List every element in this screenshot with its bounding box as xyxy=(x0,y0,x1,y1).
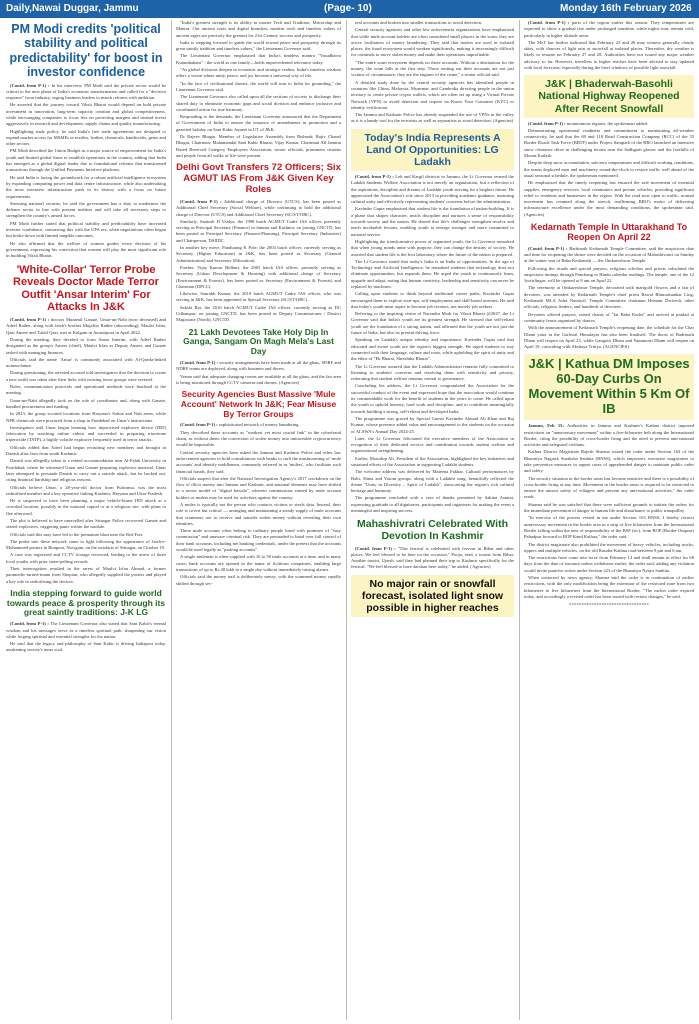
paragraph-text: He emphasised that the timely reopening has ensured the safe movement of essential supplies, emergency services, local commuters and private vehicles, providing significant relief to residents and businesses in the region. With the road now open to traffic, normal movement has resumed along the stretch, reaffirming BRO's motto of delivering infrastructure excellence under the most demanding conditions, the spokesman said. (Agencies) xyxy=(524,180,694,217)
article-paragraph xyxy=(524,128,694,159)
article-paragraph xyxy=(176,53,341,66)
paragraph-text: With the announcement of Kedarnath Temple's reopening date, the schedule for the Char Dham yatra in the Garhwal Himalayas has also been finalised. The doors of Badrinath Dham will reopen on April 23, while Gangotri Dham and Yamunotri Dham will reopen on April 19, coinciding with Akshaya Tritiya. (AGENCIES) xyxy=(524,325,694,350)
article-headline: Delhi Govt Transfers 72 Officers; Six AGMUT IAS From J&K Given Key Roles xyxy=(176,162,341,196)
paragraph-text: PM Modi described the Union Budget as a major source of empowerment for India's youth and limited global firms to establish operations in the country, adding that India has emerged as a global digital leader due to foundational reforms that transformed transactions through the Unified Payments Interface platform. xyxy=(6,148,166,173)
paragraph-text: Devotees offered prayers, raised chants of "Jai Baba Kedar" and arrived at pradad at community feasts organised by donors. xyxy=(524,311,694,323)
article-paragraph xyxy=(6,241,166,260)
article-paragraph xyxy=(351,27,514,58)
paragraph-text: The restrictions have come into force from February 14 and shall remain in effect for 60 days from the date of issuance unless withdrawn earlier, the order said, adding any violation would invite punitive action under Section 223 of the Bharatiya Nyaya Sanhita. xyxy=(524,555,694,573)
paragraph-text: Later, the Lt Governor felicitated the executive members of the Association in recognition of their dedicated service and contribution towards student welfare and organisational strengthening. xyxy=(351,435,514,454)
article-paragraph xyxy=(524,542,694,555)
article-paragraph xyxy=(351,383,514,414)
paragraph-text: A mules is typically not the person who contacts victims or steals data. Instead, their role is covert but critical — arranging and maintaining a steady supply of mule accounts that scammers use to receive and transfer stolen money without revealing their own identities. xyxy=(176,501,341,526)
paragraph-text: The Lt Governor assured that the Ladakh Administration remains fully committed to listening to students' concerns and resolving them with sensitivity and priority, reiterating that student welfare remains central to governance. xyxy=(351,363,514,382)
paragraph-text: sophisticated network of money laundering. xyxy=(218,422,300,428)
article-body xyxy=(351,546,514,571)
article-paragraph xyxy=(351,20,514,26)
article-paragraph xyxy=(6,498,166,517)
article-paragraph xyxy=(176,245,341,264)
article-paragraph xyxy=(176,199,341,218)
article-paragraph xyxy=(6,398,166,411)
paragraph-text: The welcome address was delivered by Mateena Fakhar. Cultural performances by Balti, Shina and Yasom groups, along with a Ladakhi song, beautifully reflected the theme "Unity in Diversity – Spirit of Ladakh", showcasing the region's rich cultural heritage and harmony. xyxy=(351,469,514,494)
article-paragraph xyxy=(524,555,694,574)
article-headline: J&K | Kathua DM Imposes 60-Day Curbs On Movement Within 5 Km Of IB xyxy=(524,354,694,420)
article-paragraph xyxy=(176,554,341,573)
column-1 xyxy=(6,20,166,655)
article-paragraph xyxy=(351,416,514,435)
article-paragraph xyxy=(524,515,694,540)
paragraph-text: The Lieutenant Governor also called upon all the sections of society to discharge their shared duty to eliminate economic gaps and social division and embrace inclusive and coordinated action for true harmony. xyxy=(176,94,341,112)
article-paragraph xyxy=(6,539,166,552)
dateline: (Contd. from P-1) : xyxy=(528,245,568,251)
paragraph-text: Following the rituals and special prayers, religious scholars and priests calculated the auspicious timings through Panchang or Hindu calendar readings. The temple, one of the 12 Jyotirlingas, will be opened at 8 am on April 22. xyxy=(524,265,694,284)
article-paragraph xyxy=(351,206,514,237)
dateline: (Contd. from P-1) : xyxy=(10,317,50,323)
article-paragraph xyxy=(6,566,166,585)
paragraph-text: Highlighting trade policy, he said India's free trade agreements are designed to expand market access for MSMEs in textiles, leather, chemicals, handicrafts, gems and other sectors. xyxy=(6,128,166,147)
article-paragraph xyxy=(351,456,514,469)
paragraph-text: The Jammu and Kashmir Police has already suspended the use of VPNs in the valley as it is a handy tool for the terrorists as well as separatists to avoid detection. (Agencies) xyxy=(351,112,514,124)
article-body xyxy=(524,423,694,600)
paragraph-text: He said India is laying the groundwork for a robust artificial intelligence ecosystem by expanding computing power and data centre infrastructure, while also undertaking the most extensive infrastructure push in its history with a focus on future requirements. xyxy=(6,174,166,199)
article-paragraph xyxy=(176,40,341,53)
section-divider: xxxxxxxxxxxxxxxxxxxxxxxxxxxxxxxx xyxy=(569,601,649,607)
paragraph-text: In 2023, the group scouted locations from Haryana's Sohna and Nuh areas, while NPK chemicals were procured from a shop in Faridabad on Umar's instructions. xyxy=(6,411,166,423)
paragraph-text: PM Modi further stated that political stability and predictability have increased investor confidence, contrasting this with the UPA era, when negotiations often began but broke down with limited tangible outcomes. xyxy=(6,220,166,239)
article-body xyxy=(524,246,694,351)
article-paragraph xyxy=(524,449,694,474)
paragraph-text: The programme concluded with a vote of thanks presented by Sakina Asmiat, expressing gratitude to all dignitaries, participants and organisers for making the event a meaningful and inspiring success. xyxy=(351,495,514,514)
article-paragraph xyxy=(524,312,694,325)
column-2 xyxy=(176,20,341,588)
article-headline: PM Modi credits 'political stability and political predictability' for boost in investor confidence xyxy=(9,22,163,80)
paragraph-text: doctors Muzamil Ganaie, Umar-un-Nabi (now deceased) and Adeel Rather, along with Jaish's brother Mujaffar Rather (absconding), Maulvi Irfan, Qazi Ameer and Tufail Qazi, met at Kulgam in Awantipora in April 2022. xyxy=(6,317,166,335)
paragraph-text: The security situation in the border areas has become sensitive and there is a possibility of cross-border firing at any time. Movement in the border areas is required to be restricted to ensure the utmost safety of villagers and prevent any anti-national activities," the order reads. xyxy=(524,475,694,500)
article-paragraph xyxy=(176,81,341,94)
article-paragraph xyxy=(6,425,166,444)
article-body xyxy=(6,83,166,260)
article-paragraph xyxy=(176,430,341,449)
paragraph-text: Badrinath Kedarnath Temple Committee, said the auspicious date and time for reopening the shrine were decided on the occasion of Mahashivratri on Sunday at the winter seat of Baba Kedarnath — the Omkareshwar Temple. xyxy=(524,245,695,264)
paragraph-text: Similarly, Santosh D Vaidya, the 1998 batch AGMUT Cadre IAS officer, presently serving as Principal Secretary (Finance) in Jammu and Kashmir, on joining GNCTD, has been posted as Principal Secretary (Finance/Planning), Principal Secretary (Industries) and Chairperson, DSIIDC. xyxy=(176,218,341,243)
article-paragraph xyxy=(176,374,341,387)
article-paragraph xyxy=(6,552,166,565)
article-body xyxy=(351,20,514,125)
dateline: (Contd. from P-1) : xyxy=(180,359,219,365)
paragraph-text: "The entire scam ecosystem depends on these accounts. Without a destination for the money, the scam falls at the first step. Those renting out their accounts are not just victims of circumstance; they are the engines of the crime," a senior official said. xyxy=(351,59,514,78)
paragraph-text: They described these accounts as "weakest yet most crucial link" in the cyberfraud chain, as without them, the conversion of stolen money into untraceable cryptocurrency would be impossible. xyxy=(176,429,341,448)
paragraph-text: During the meeting, they decided to form Ansar Interim, with Adeel Rather designated as the group's Ameer (chief), Maulvi Irfan as Deputy Ameer, and Ganaie tasked with managing finances. xyxy=(6,336,166,355)
article-paragraph xyxy=(6,102,166,127)
article-paragraph xyxy=(6,485,166,498)
article-body xyxy=(6,317,166,585)
article-paragraph xyxy=(524,325,694,350)
article-paragraph xyxy=(351,337,514,362)
article-paragraph xyxy=(524,160,694,179)
article-paragraph xyxy=(351,80,514,111)
column-3 xyxy=(351,20,514,620)
paragraph-text: A detailed study done by the central security agencies has identified people in countries like China, Malaysia, Myanmar, and Cambodia directing people in the union territory to create private crypto wallets, which are often set up using a Virtual Private Network (VPN) to avoid detection and require no Know Your Customer (KYC) or identity verification. xyxy=(351,79,514,110)
article-headline: Today's India Represents A Land Of Opportunities: LG Ladakh xyxy=(351,129,514,171)
paragraph-text: During questioning, the arrested accused told investigators that the decision to create a new outfit was taken after their links with existing terror groups were severed. xyxy=(6,370,166,382)
article-paragraph xyxy=(6,175,166,200)
paragraph-text: Despite deep snow accumulation, sub-zero temperatures and difficult working conditions, the teams deployed men and machinery round-the-clock to restore traffic well ahead of the usual seasonal schedule, the spokesman mentioned. xyxy=(524,160,694,178)
article-paragraph xyxy=(351,311,514,336)
paragraph-text: The plot is believed to have unravelled after Srinagar Police recovered Ganaie and seized explosives, triggering panic within the module. xyxy=(6,517,166,530)
article-body xyxy=(176,422,341,586)
article-paragraph xyxy=(6,83,166,102)
paragraph-text: The Lt Governor stated that today's India is an India of opportunities. In the age of Technology and Artificial Intelligence, he remarked students that technology does not eliminate opportunities, but expands them. He urged the youth to continuously learn, upgrade and adapt, noting that human creativity, leadership and sensitivity can never be replaced by machines. xyxy=(351,258,514,289)
article-paragraph xyxy=(176,305,341,324)
article-paragraph xyxy=(176,219,341,244)
paragraph-text: Dr Rajeev Bhagat, Member of Legislative Assembly from Bishnah; Rajiv Chanal Bhagat, Chairman; Mahamandal Sant Kabir Bharat; Vijay Kumar, Chairman All Jammu Based Reserved Category Employees Association, senior officials, prominent citizens and people from all walks of life were present. xyxy=(176,134,341,158)
article-headline: India stepping forward to guide world towards peace & prosperity through its great saintly traditions: J-K LG xyxy=(6,587,166,618)
article-body xyxy=(524,121,694,218)
paragraph-text: Speaking on Ladakh's unique identity and importance, Kavinder Gupta said that educated and aware youth are the region's biggest strength. He urged students to stay connected with their language, culture and roots, while upholding the spirit of unity and the ethos of "Ek Bharat, Shreshtha Bharat". xyxy=(351,337,514,362)
paragraph-text: Likewise, Saurabh Kumar, the 2010 batch AGMUT Cadre IAS officer, who was serving in J&K, has been appointed as Special Secretary (SC/ST/OBC). xyxy=(176,291,341,303)
article-headline: No major rain or snowfall forecast, isolated light snow possible in higher reaches xyxy=(351,575,514,617)
article-paragraph xyxy=(6,337,166,356)
dateline: (Contd. from P-1) : xyxy=(528,20,570,25)
article-paragraph xyxy=(176,265,341,290)
paragraph-text: mountainous regions, the spokesman added. xyxy=(566,120,648,126)
article-paragraph xyxy=(524,575,694,600)
article-paragraph xyxy=(524,180,694,218)
article-paragraph xyxy=(6,621,166,640)
paragraph-text: eral accounts and broken into smaller transactions to avoid detection. xyxy=(355,20,483,25)
article-paragraph xyxy=(6,357,166,370)
article-paragraph xyxy=(6,384,166,397)
article-paragraph xyxy=(351,112,514,125)
article-paragraph xyxy=(524,40,694,71)
article-paragraph xyxy=(524,502,694,515)
paragraph-text: Sakshi Rai, the 2016 batch AGMUT Cadre IAS officer, currently serving as DC Udhampur, on joining GNCTD, has been posted as Deputy Commissioner / District Magistrate (North), GNCTD. xyxy=(176,304,341,323)
article-body xyxy=(176,360,341,386)
article-paragraph xyxy=(6,221,166,240)
article-paragraph xyxy=(351,495,514,514)
issue-date: Monday 16th February 2026 xyxy=(560,3,692,14)
paragraph-text: Sharma said he was satisfied that there were sufficient grounds to initiate the orders for the immediate prevention of danger to human life and disturbance to public tranquillity. xyxy=(524,501,694,514)
paragraph-text: Kathua District Magistrate Rajesh Sharma issued the order under Section 163 of the Bharatiya Nagarik Suraksha Sanhita (BNSS), which empowers executive magistrates to take preventive measures in urgent cases of apprehended danger to maintain public order and safety. xyxy=(524,449,694,474)
article-paragraph xyxy=(351,174,514,205)
article-paragraph xyxy=(176,360,341,373)
paragraph-text: Kavinder Gupta emphasised that student life is the foundation of nation-building. It is a phase that shapes character, instils discipline and nurtures a sense of responsibility towards society and the nation. He shared that life's challenges strengthen resolve and teach invaluable lessons, enabling youth to emerge stronger and more committed to national service. xyxy=(351,206,514,237)
article-paragraph xyxy=(6,641,166,654)
article-body xyxy=(176,20,341,159)
column-rule xyxy=(346,20,347,1020)
column-4 xyxy=(524,20,694,606)
article-paragraph xyxy=(176,574,341,587)
paragraph-text: "In exercise of the powers vested in me under Section 163 BNSS, I hereby restrict unnecessary movement in the border area in a strip of five kilometres from the International Border falling within the area of responsibility of the BSF (sic), from BOP (Border Outpost) Pahadpur forward to BOP Kand Kathua," the order said. xyxy=(524,515,694,540)
article-paragraph xyxy=(176,67,341,80)
dateline: (Contd. from P-1) : xyxy=(180,199,222,204)
paragraph-text: Officials suspect that after the National Investigation Agency's 2017 crackdown on the flow of illicit money into Jammu and Kashmir, anti-national elements may have shifted to a newer model of "digital hawala", wherein commissions earned by mule account holders or mulers may be used for activities against the country. xyxy=(176,475,341,500)
article-headline: Mahashivratri Celebrated With Devotion In Kashmir xyxy=(356,518,509,543)
article-paragraph xyxy=(6,201,166,220)
paragraph-text: Leh and Kargil districts in Jammu, the Lt Governor termed the Ladakh Students Welfare Association is not merely an organisation, but a reflection of the aspirations, discipline and dreams of Ladakhi youth striving for a brighter future. He appreciated the Association's role since 2013 in providing academic guidance, nurturing cultural unity and effectively representing students' concerns before the administration. xyxy=(351,173,514,205)
paragraph-text: "This festival is celebrated with fervour in Bihar and other places. We feel blessed to be here on the occasion," Pooja, read, a tourist from Bihar. Another tourist, Upesh, said they had planned their trip to Kashmir specifically for the festival. "We feel blessed to have darshan here today," he added. (Agencies) xyxy=(351,545,514,570)
paragraph-text: The Lieutenant Governor emphasised that India's timeless mantra "Vasudhaiva Kutumbakam" - the world as one family—holds unprecedented relevance today. xyxy=(176,53,341,65)
article-paragraph xyxy=(176,528,341,553)
article-paragraph xyxy=(6,370,166,383)
paragraph-text: Central security agencies have asked the Jammu and Kashmir Police and other law enforcement agencies to hold consultations with banks to curb the mushrooming of 'mule accounts' and identify middlemen, commonly referred to as 'mulers', who facilitate such financial frauds, they said. xyxy=(176,449,341,474)
article-paragraph xyxy=(351,364,514,383)
paragraph-text: He said that the legacy and philosophy of Sant Kabir is driving Indiapost today, awakening society's inner soul. xyxy=(6,641,166,653)
article-paragraph xyxy=(6,458,166,483)
article-paragraph xyxy=(176,476,341,501)
masthead-bar xyxy=(0,0,699,18)
article-paragraph xyxy=(351,291,514,310)
paragraph-text: "As global divisions deepen in economic and strategic realms, India's timeless wisdom offers a vision where unity, peace, and joy become a universal way of life. xyxy=(176,67,341,79)
paragraph-text: He is suspected to have been planning a major vehicle-borne IED attack at a crowded location, possibly in the national capital or at a religious site, with plans to flee afterward. xyxy=(6,498,166,516)
article-paragraph xyxy=(176,114,341,133)
article-paragraph xyxy=(351,546,514,571)
paragraph-text: Additional charge of Director (UTCS), has been posted as Additional Chief Secretary (Social Welfare), while continuing to hold the additional charge of Director (UTCS) and Additional Chief Secretary (SC/ST/OBC). xyxy=(176,199,341,217)
article-paragraph xyxy=(176,20,341,39)
dateline: (Contd. from P-1) : xyxy=(10,82,50,88)
paragraph-text: Responding to the demands, the Lieutenant Governor announced that the Department of Government of India to ensure the issuance of amendments in promotion and a gazetted holiday on Sant Kabir Jayanti in UT of J&K. xyxy=(176,114,341,132)
page-number: (Page- 10) xyxy=(324,3,372,14)
paragraph-text: When contacted by news agency, Sharma said the order is in continuation of earlier restrictions, with the only modification being the extension of the restricted zone from two kilometres to five kilometres from the International Border. "The earlier order expired today, and accordingly a revised order has been issued with certain changes," he said. xyxy=(524,575,694,599)
article-paragraph xyxy=(176,502,341,527)
paragraph-text: The district magistrate also prohibited the movement of heavy vehicles, including trucks, tippers and multiple vehicles, on the old Rasoha-Kathua road between 9 pm and 6 am. xyxy=(524,541,694,553)
dateline: (Contd. from P-1) : xyxy=(180,422,218,428)
paragraph-text: Danish was allegedly taken to a rented accommodation near Al-Falah University in Faridabad, where he witnessed Umar and Ganaie preparing explosive material. Umar later attempted to persuade Danish to carry out a suicide attack, but he backed out, citing financial hardship and religious reasons. xyxy=(6,458,166,483)
article-paragraph xyxy=(351,259,514,290)
article-paragraph xyxy=(351,469,514,494)
article-headline: Security Agencies Bust Massive 'Mule Account' Network In J&K; Fear Misuse By Terror Groups xyxy=(180,389,337,419)
column-rule xyxy=(519,20,520,1020)
article-paragraph xyxy=(176,94,341,113)
paragraph-text: Officials said this may have led to the premature blast near the Red Fort. xyxy=(10,531,144,537)
paragraph-text: security arrangements have been made at all the ghats, SDRF and NDRF teams are deployed, along with boatmen and divers. xyxy=(176,359,341,372)
article-paragraph xyxy=(351,436,514,455)
article-paragraph xyxy=(6,532,166,538)
paragraph-text: "India's greatest strength is its ability to master Tech and Tradition, Mirrorship and Mantra. Our ancient roots and digital branches, modern tools and timeless values of ancient sages are precisely the greatest for 21st Century success and prosperity. xyxy=(176,20,341,38)
paragraph-text: The programme was graced by Special Guests Kavinder Ahmad Ali Khan and Raj Kumar, whose presence added value and encouragement to the students on the occasion of ALSWA's Annual Day 2024-25. xyxy=(351,415,514,434)
article-paragraph xyxy=(524,476,694,501)
dateline: (Contd. from P-1) : xyxy=(355,173,394,179)
article-paragraph xyxy=(6,317,166,336)
paragraph-text: The ceremony at Omkareshwar Temple, decorated with marigold flowers and a fair of devotees, was attended by Kedarnath Temple's chief priest Rawal Bhimashankar Ling, Kedarnath MLA Asha Nautiyal, Temple Committee chairman Hemant Dwivedi, other officials, religious leaders, and hundreds of devotees. xyxy=(524,285,694,310)
article-paragraph xyxy=(351,239,514,258)
article-paragraph xyxy=(524,285,694,310)
paragraph-text: The Lieutenant Governor also stated that Sant Kabir's eternal wisdom and his messages serve as a timeless spiritual path, sharpening our vision while forging spiritual and essential strengths for the nation. xyxy=(6,621,166,639)
paragraph-text: He also affirmed that the welfare of women guides every decision of his government, expressing his conviction that women will play the most significant role in building Viksit Bharat. xyxy=(6,240,166,259)
paragraph-text: Concluding his address, the Lt Governor congratulated the Association for the successful conduct of the event and expressed hope that the association would continue its commendable work for the benefit of students in the years to come. He called upon the youth to uphold honesty, hard work and discipline, and to contribute meaningfully towards building a strong, self-reliant and developed India. xyxy=(351,383,514,414)
dateline: (Contd. from P-1) : xyxy=(528,120,566,126)
paragraph-text: Verma said that adequate changing rooms are available at all the ghats, and the fair area is being monitored through CCTV cameras and drones. (Agencies) xyxy=(176,373,341,385)
paragraph-text: A single muleman is often supplied with 10 to 50 mule accounts at a time, and in many cases, bank accounts are opened in the name of fictitious companies, enabling large transactions of up to Rs 40 lakh in a single day without immediately raising alarms. xyxy=(176,554,341,572)
paragraph-text: He asserted that the journey toward Viksit Bharat would depend on bold private investment in innovation, long-term capacity creation and global competitiveness, while encouraging companies to focus less on protecting margins and instead invest aggressively in research and development, supply chains and quality manufacturing. xyxy=(6,102,166,127)
dateline: (Contd. from P-1) : xyxy=(355,545,396,551)
article-paragraph xyxy=(176,134,341,159)
article-paragraph xyxy=(176,291,341,304)
article-paragraph xyxy=(351,60,514,79)
article-headline: 21 Lakh Devotees Take Holy Dip In Ganga, Sangam On Magh Mela's Last Day xyxy=(183,326,334,357)
paragraph-text: Highlighting the transformative power of organised youth, the Lt Governor remarked that when young minds unite with purpose, they can change the destiny of society. He asserted that student life is the first laboratory where the future of the nation is prepared. xyxy=(351,238,514,257)
article-paragraph xyxy=(176,422,341,428)
paragraph-text: The MeT has further indicated that February 23 and 26 may witness generally cloudy skies, with chances of light rain or snowfall at isolated places. Thereafter, dry weather is likely to resume on February 27 and 28. Authorities have not issued any major weather advisory so far. However, travellers to higher reaches have been advised to stay updated with local forecasts, especially during the brief windows of possible light snowfall. xyxy=(524,39,694,71)
article-headline: 'White-Collar' Terror Probe Reveals Doctor Made Terror Outfit 'Ansar Interim' For Attacks In J&K xyxy=(13,263,159,314)
dateline: Jammu, Feb 15: xyxy=(528,423,564,429)
article-paragraph xyxy=(6,148,166,173)
paragraph-text: The probe into these network came to light following the appearance of Jaish-e-Mohammed posters in Bunpora, Nowgam, on the outskirts of Srinagar, on October 19. xyxy=(6,538,166,551)
paragraph-text: Demonstrating operational readiness and commitment to maintaining all-weather connectivity, he said that the 69 and 118 Road Construction Company (RCC) of the 35 Border Roads Task Force (BRTF) under Project Sampark of the BRO launched an intensive snow clearance drive in challenging terrain near the Sadhgarh glacier and the foothills of Mount Kailash. xyxy=(524,127,694,159)
article-body xyxy=(351,174,514,514)
article-body xyxy=(6,621,166,653)
article-paragraph xyxy=(524,266,694,285)
article-body xyxy=(524,20,694,71)
paragraph-text: Stressing national security, he said the government has a duty to modernise the defence sector in line with present realities and will take all necessary steps to strengthen the country's armed forces. xyxy=(6,200,166,219)
article-paragraph xyxy=(6,411,166,424)
article-paragraph xyxy=(524,20,694,39)
paragraph-text: Officials believe Umar, a 28-year-old doctor from Pulwama, was the most radicalised member and a key operative linking Kashmir, Haryana and Uttar Pradesh. xyxy=(6,484,166,496)
paragraph-text: Central security agencies and other law enforcement organizations have emphasized that while mule account holders are often considered small players in the scam, they are active facilitators of money laundering. They said that mulers are used in isolated places, the fraud ecosystem would weaken significantly, making it increasingly difficult for criminals to move stolen money and make their operations unprofitable. xyxy=(351,27,514,58)
dateline: (Contd. from P-1) : xyxy=(10,621,49,627)
paragraph-text: Officials said the name 'Ansar' is commonly associated with Al-Qaeda-linked nomenclature. xyxy=(6,356,166,369)
paper-name: Daily,Nawai Duggar, Jammu xyxy=(6,3,139,14)
paragraph-text: A case was registered and CCTV footage reviewed, leading to the arrest of three local youths with prior stone-pelting records. xyxy=(6,552,166,564)
article-paragraph xyxy=(6,129,166,148)
paragraph-text: These mule accounts often belong to ordinary people lured with promises of "easy commission" and unaware criminal risk. They are persuaded to hand over full control of their bank accounts, including net banking credentials, under the pretext that the accounts would be used legally as "parking accounts". xyxy=(176,528,341,553)
paragraph-text: "In the face of civilisational threats, the world will turn to India for grounding," the Lieutenant Governor said. xyxy=(176,80,341,92)
paragraph-text: In another key move, Pandurang K Pole, the 2004 batch officer, currently serving as Secretary (Higher Education) in J&K, has been posted as Secretary (General Administration) and Secretary (Education). xyxy=(176,245,341,263)
paragraph-text: Roles, communication protocols and operational methods were finalised at the meeting. xyxy=(6,384,166,396)
article-headline: J&K | Bhaderwah-Basohli National Highway Reopened After Recent Snowfall xyxy=(524,75,694,117)
paragraph-text: Officials said the money trail is deliberately messy, with the scammed money rapidly shifted through sev- xyxy=(176,574,341,586)
paragraph-text: Investigators said Umar began learning how improvised explosive device (IED) fabrication by watching online videos and succeeded in preparing triacetone triperoxide (TATP), a highly volatile explosive frequently used in terror attacks. xyxy=(6,424,166,443)
paragraph-text: Referring to the inspiring vision of Narendra Modi for Viksit Bharat @2047, the Lt Governor said that India's youth are its greatest strength. He stressed that self-reliant youth are the foundation of a strong nation, and affirmed that the youth are not just the future of India, but also its present driving force. xyxy=(351,311,514,336)
paragraph-text: Further, Vijay Kumar Bidhuri, the 2005 batch IAS officer, presently serving as Secretary (Urban Development & Housing) with additional charge of Secretary (Environment & Forests), has been posted as Secretary (Environment & Forests) and Chairman (DPCC). xyxy=(176,264,341,289)
paragraph-text: Authorities in Jammu and Kashmir's Kathua district imposed restrictions on "unnecessary movement" within a five-kilometre belt along the International Border, citing the possibility of cross-border firing and the need to prevent anti-national activities and safeguard civilians. xyxy=(524,423,694,448)
column-rule xyxy=(171,20,172,1020)
paragraph-text: parts of the region earlier this season. They temperatures are expected to show a gradual rise under prolonged sunshine, while nights may remain cold, particularly in higher altitude areas. xyxy=(524,20,694,38)
article-paragraph xyxy=(524,121,694,127)
paragraph-text: Umar-un-Nabi allegedly took on the role of coordinator and, along with Ganaie, handled procurement and funding. xyxy=(6,397,166,409)
paragraph-text: India is stepping forward to guide the world toward peace and prosperity through its great saintly tradition and timeless values," the Lieutenant Governor said. xyxy=(176,39,341,52)
article-paragraph xyxy=(176,450,341,475)
article-headline: Kedarnath Temple In Uttarakhand To Reopen On April 22 xyxy=(530,222,688,243)
article-paragraph xyxy=(6,518,166,531)
article-body xyxy=(176,199,341,324)
paragraph-text: Calling upon students to think beyond traditional career paths, Kavinder Gupta encouraged them to explore start-ups, self-employment and skill-based avenues. He said that today's youth must aspire to become job creators, not merely job seekers. xyxy=(351,291,514,309)
article-paragraph xyxy=(524,423,694,448)
paragraph-text: Their interrogation resulted in the arrest of Maulvi Irfan Ahmad, a former paramedic-turned-imam from Shopian, who allegedly supplied the posters and played a key role in radicalising the doctors. xyxy=(6,566,166,584)
paragraph-text: In his interview, PM Modi said the private sector would be critical to the next phase of India's economic transformation and called for a "decisive response" from industry, urging business leaders to match reforms with ambition. xyxy=(6,82,166,101)
article-paragraph xyxy=(524,246,694,265)
article-paragraph xyxy=(6,445,166,458)
paragraph-text: Officials added that Adeel had begun recruiting new members and brought in Danish alias Jasir from south Kashmir. xyxy=(6,444,166,457)
paragraph-text: Earlier, Mourdup Ali, President of the Association, highlighted the key initiatives and sustained efforts of the Association in supporting Ladakhi students. xyxy=(351,455,514,467)
